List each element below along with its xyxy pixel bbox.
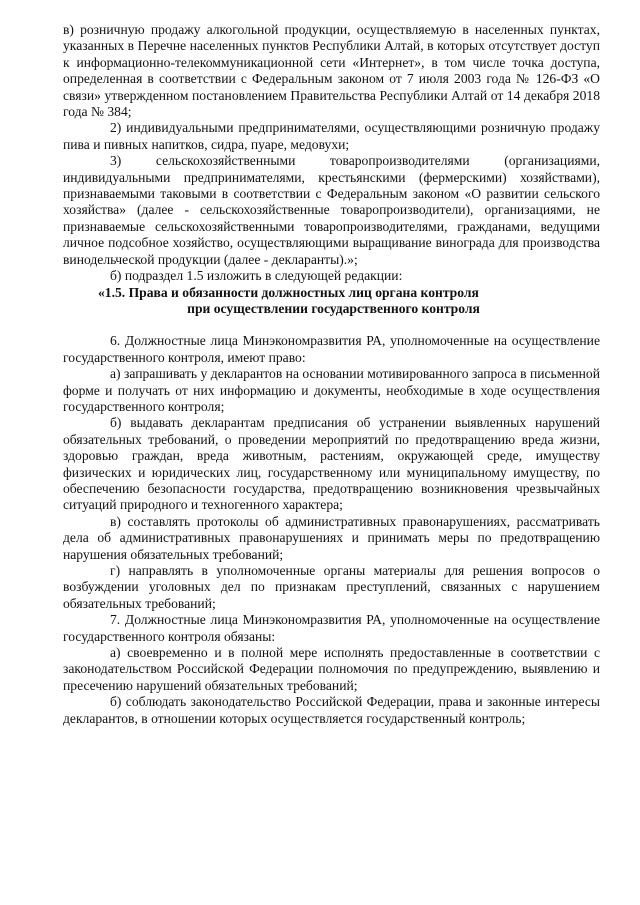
paragraph-item-6b: б) выдавать декларантам предписания об устранении выявленных нарушений обязательных требований, о проведении мероприятий по предотвращению вреда жизни, здоровью граждан, вреда животным, растениям, окружающей среде, имуществу физических и юридических лиц, государственному или муниципальному имуществу, по обеспечению безопасности государства, предотвращению возникновения чрезвычайных ситуаций природного и техногенного характера;: [63, 415, 600, 513]
spacer: [63, 317, 600, 333]
paragraph-item-6: 6. Должностные лица Минэкономразвития РА, уполномоченные на осуществление государственного контроля, имеют право:: [63, 333, 600, 365]
paragraph-item-7b: б) соблюдать законодательство Российской Федерации, права и законные интересы декларантов, в отношении которых осуществляется государственный контроль;: [63, 694, 600, 726]
paragraph-individual-entrepreneurs: 2) индивидуальными предпринимателями, осуществляющими розничную продажу пива и пивных напитков, сидра, пуаре, медовухи;: [63, 120, 600, 152]
paragraph-item-6a: а) запрашивать у декларантов на основании мотивированного запроса в письменной форме и получать от них информацию и документы, необходимые в ходе осуществления государственного контроля;: [63, 366, 600, 414]
paragraph-agricultural-producers: 3) сельскохозяйственными товаропроизводителями (организациями, индивидуальными предпринимателями, крестьянскими (фермерскими) хозяйствами), признаваемыми таковыми в соответствии с Федеральным законом «О развитии сельского хозяйства» (далее - сельскохозяйственные товаропроизводители), организациями, не признаваемые сельскохозяйственными товаропроизводителями, гражданами, ведущими личное подсобное хозяйство, осуществляющими выращивание винограда для производства винодельческой продукции (далее - декларанты).»;: [63, 153, 600, 267]
section-heading-line-2: при осуществлении государственного контроля: [187, 300, 480, 316]
paragraph-retail-alcohol: в) розничную продажу алкогольной продукции, осуществляемую в населенных пунктах, указанных в Перечне населенных пунктов Республики Алтай, в которых отсутствует доступ к информационно-телекоммуникационной сети «Интернет», в том числе точка доступа, определенная в соответствии с Федеральным законом от 7 июля 2003 года № 126-ФЗ «О связи» утвержденном постановлением Правительства Республики Алтай от 14 декабря 2018 года № 384;: [63, 22, 600, 120]
section-heading-line-1: «1.5. Права и обязанности должностных лиц органа контроля: [98, 284, 479, 300]
paragraph-item-6g: г) направлять в уполномоченные органы материалы для решения вопросов о возбуждении уголовных дел по признакам преступлений, связанных с нарушением обязательных требований;: [63, 563, 600, 611]
paragraph-subsection-edit: б) подраздел 1.5 изложить в следующей редакции:: [110, 268, 403, 284]
section-heading: [63, 285, 600, 318]
paragraph-item-7a: а) своевременно и в полной мере исполнять предоставленные в соответствии с законодательством Российской Федерации полномочия по предупреждению, выявлению и пресечению нарушений обязательных требований;: [63, 645, 600, 693]
paragraph-item-7: 7. Должностные лица Минэкономразвития РА, уполномоченные на осуществление государственного контроля обязаны:: [63, 612, 600, 644]
paragraph-item-6v: в) составлять протоколы об административных правонарушениях, рассматривать дела об административных правонарушениях и принимать меры по предотвращению нарушения обязательных требований;: [63, 513, 600, 562]
document-page: [63, 22, 600, 727]
